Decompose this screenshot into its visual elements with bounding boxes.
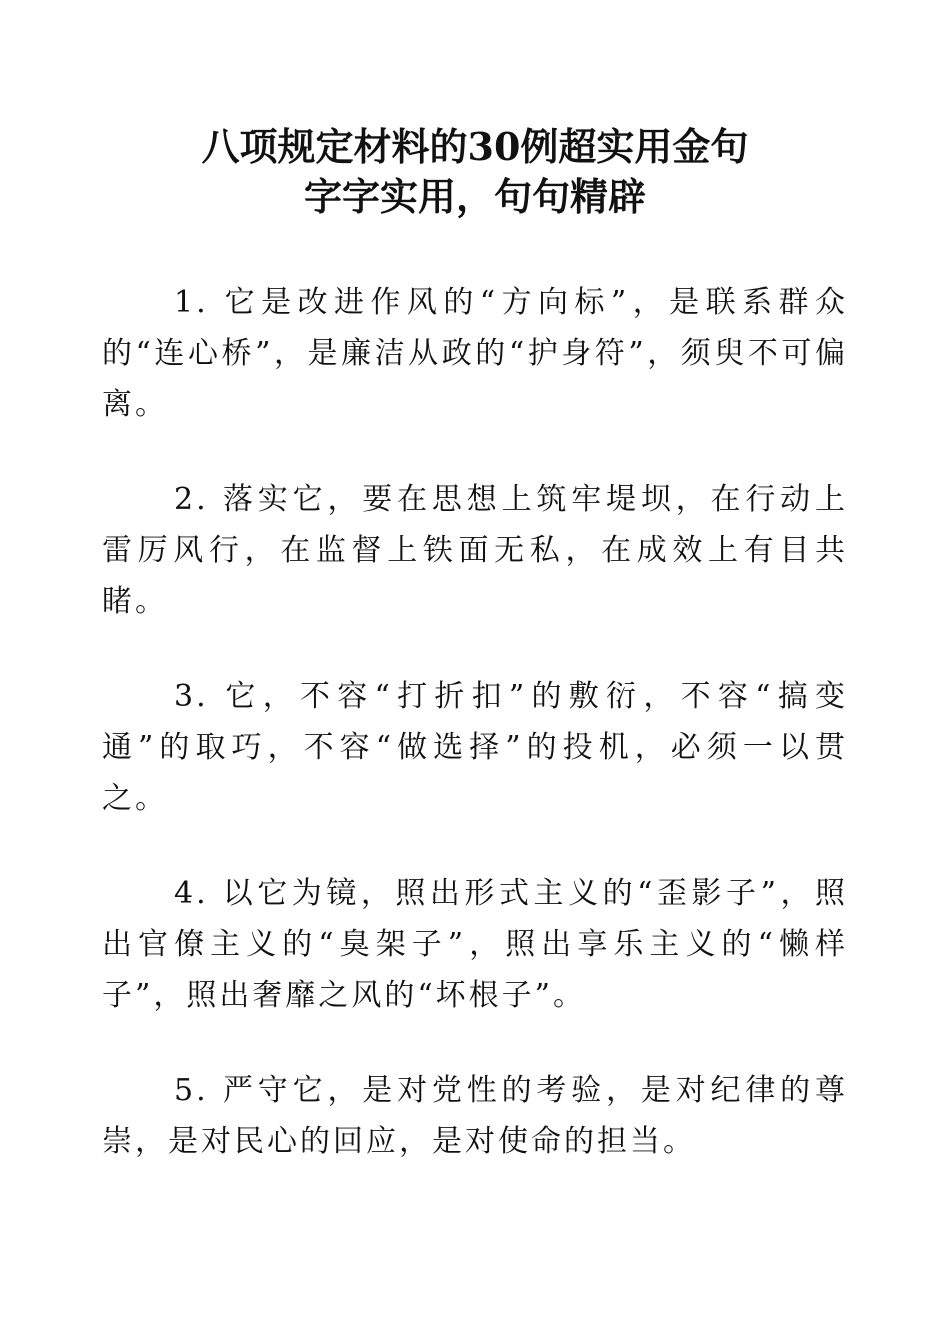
paragraph-3: 3. 它，不容“打折扣”的敷衍，不容“搞变通”的取巧，不容“做选择”的投机，必须一以贯之。: [102, 679, 848, 816]
document-title: [60, 122, 890, 222]
title-line-1: 八项规定材料的30例超实用金句: [201, 124, 749, 169]
paragraph-2: 2. 落实它，要在思想上筑牢堤坝，在行动上雷厉风行，在监督上铁面无私，在成效上有目共睹。: [102, 482, 848, 619]
paragraph-4: 4. 以它为镜，照出形式主义的“歪影子”，照出官僚主义的“臭架子”，照出享乐主义的“懒样子”，照出奢靡之风的“坏根子”。: [102, 876, 848, 1013]
document-body: [102, 277, 848, 1211]
paragraph-5: 5. 严守它，是对党性的考验，是对纪律的尊崇，是对民心的回应，是对使命的担当。: [102, 1073, 848, 1159]
paragraph-1: 1. 它是改进作风的“方向标”，是联系群众的“连心桥”，是廉洁从政的“护身符”，须臾不可偏离。: [102, 285, 848, 422]
title-line-2: 字字实用，句句精辟: [303, 174, 646, 219]
